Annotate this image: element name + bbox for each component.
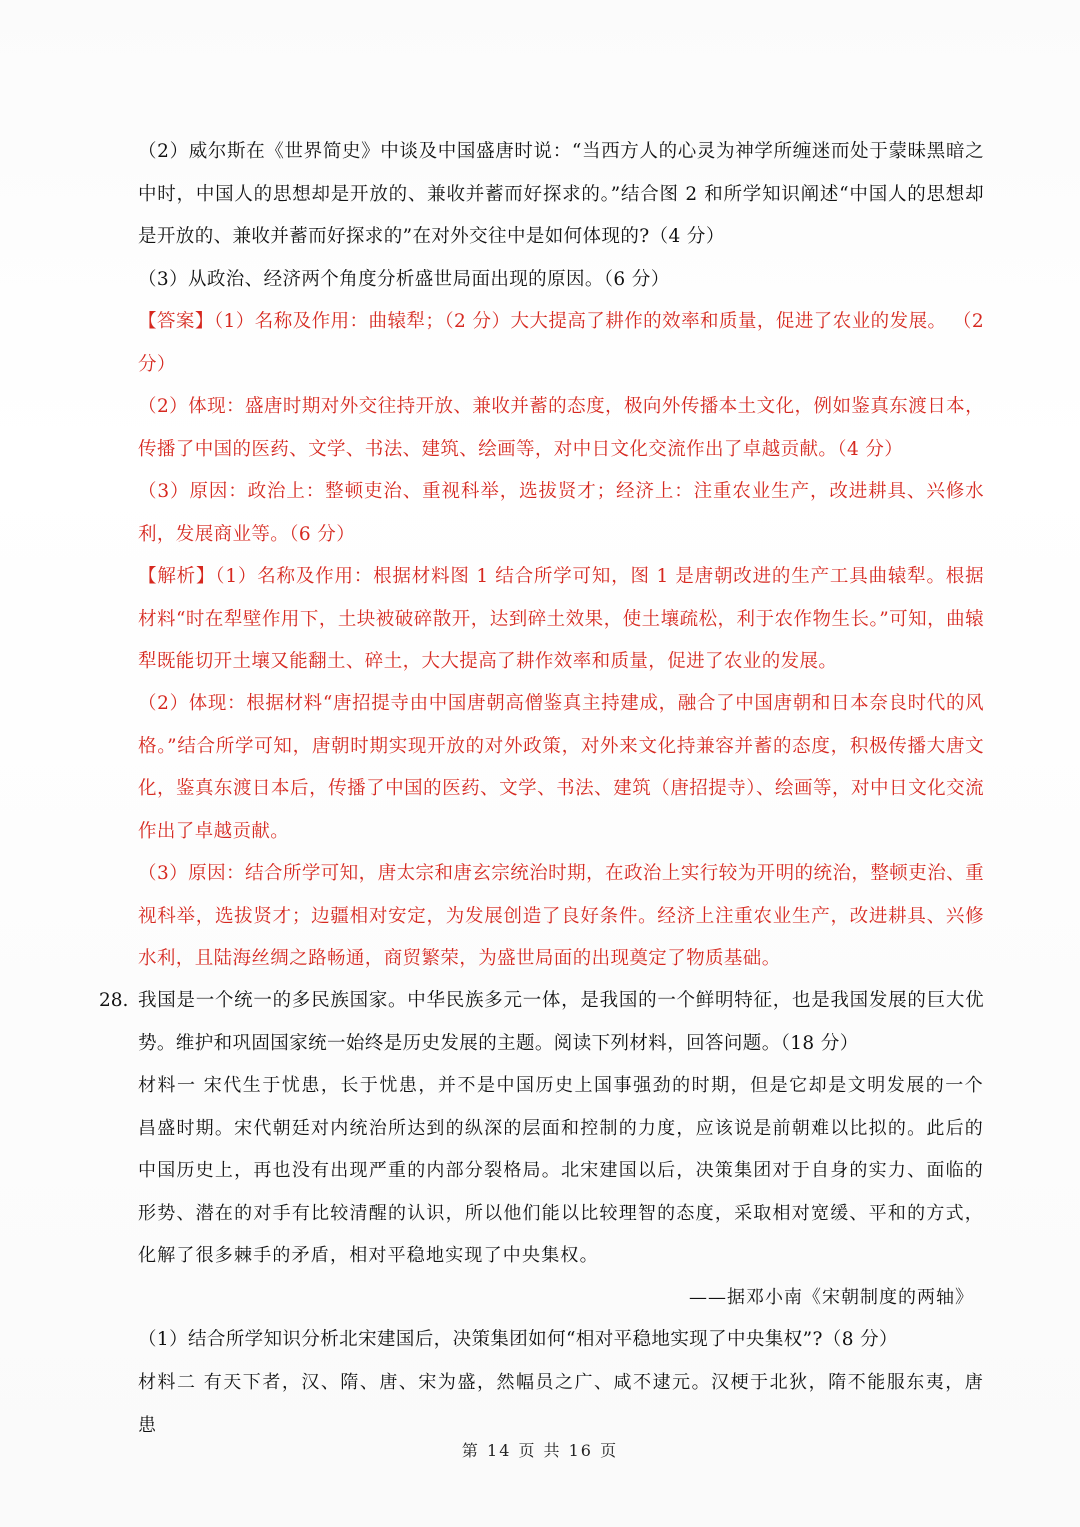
q27-analysis-3: （3）原因：结合所学可知，唐太宗和唐玄宗统治时期，在政治上实行较为开明的统治，整顿吏治、重视科举，选拔贤才；边疆相对安定，为发展创造了良好条件。经济上注重农业生产，改进耕具、兴修水利，且陆海丝绸之路畅通，商贸繁荣，为盛世局面的出现奠定了物质基础。	[138, 863, 984, 970]
q28-material-1-source: ——据邓小南《宋朝制度的两轴》	[689, 1287, 974, 1308]
q27-answer-2: （2）体现：盛唐时期对外交往持开放、兼收并蓄的态度，极向外传播本土文化，例如鉴真东渡日本，传播了中国的医药、文学、书法、建筑、绘画等，对中日文化交流作出了卓越贡献。（4 分）	[138, 396, 984, 460]
analysis-tag: 【解析】	[138, 566, 216, 587]
q28-number: 28.	[99, 990, 129, 1011]
page-footer: 第 14 页 共 16 页	[461, 1441, 619, 1460]
answer-tag: 【答案】	[138, 311, 214, 332]
q28-material-2: 材料二 有天下者，汉、隋、唐、宋为盛，然幅员之广、咸不逮元。汉梗于北狄，隋不能服东夷，唐患	[138, 1372, 984, 1436]
q28-subquestion-1: （1）结合所学知识分析北宋建国后，决策集团如何“相对平稳地实现了中央集权”?（8 分）	[138, 1329, 898, 1350]
q27-answer-1	[138, 301, 984, 386]
q27-analysis-1	[138, 556, 984, 684]
q28-stem: 我国是一个统一的多民族国家。中华民族多元一体，是我国的一个鲜明特征，也是我国发展的巨大优势。维护和巩固国家统一始终是历史发展的主题。阅读下列材料，回答问题。（18 分）	[138, 990, 984, 1054]
q27-subquestion-2: （2）威尔斯在《世界简史》中谈及中国盛唐时说：“当西方人的心灵为神学所缠迷而处于蒙昧黑暗之中时，中国人的思想却是开放的、兼收并蓄而好探求的。”结合图 2 和所学知识阐述“中国人的思想却是开放的、兼收并蓄而好探求的”在对外交往中是如何体现的?（4 分）	[138, 141, 984, 248]
q27-subquestion-3: （3）从政治、经济两个角度分析盛世局面出现的原因。（6 分）	[138, 269, 670, 290]
q27-answer-3: （3）原因：政治上：整顿吏治、重视科举，选拔贤才；经济上：注重农业生产，改进耕具、兴修水利，发展商业等。（6 分）	[138, 481, 984, 545]
q28-material-1: 材料一 宋代生于忧患，长于忧患，并不是中国历史上国事强劲的时期，但是它却是文明发展的一个昌盛时期。宋代朝廷对内统治所达到的纵深的层面和控制的力度，应该说是前朝难以比拟的。此后的中国历史上，再也没有出现严重的内部分裂格局。北宋建国以后，决策集团对于自身的实力、面临的形势、潜在的对手有比较清醒的认识，所以他们能以比较理智的态度，采取相对宽缓、平和的方式，化解了很多棘手的矛盾，相对平稳地实现了中央集权。	[138, 1075, 984, 1267]
q27-analysis-2: （2）体现：根据材料“唐招提寺由中国唐朝高僧鉴真主持建成，融合了中国唐朝和日本奈良时代的风格。”结合所学可知，唐朝时期实现开放的对外政策，对外来文化持兼容并蓄的态度，积极传播大唐文化，鉴真东渡日本后，传播了中国的医药、文学、书法、建筑（唐招提寺）、绘画等，对中日文化交流作出了卓越贡献。	[138, 693, 984, 842]
answer-1-text: （1）名称及作用：曲辕犁；（2 分）大大提高了耕作的效率和质量，促进了农业的发展。 （2 分）	[138, 311, 984, 375]
analysis-1-text: （1）名称及作用：根据材料图 1 结合所学可知，图 1 是唐朝改进的生产工具曲辕犁。根据材料“时在犁壁作用下，土块被破碎散开，达到碎土效果，使土壤疏松，利于农作物生长。”可知，曲辕犁既能切开土壤又能翻土、碎土，大大提高了耕作效率和质量，促进了农业的发展。	[138, 566, 984, 673]
